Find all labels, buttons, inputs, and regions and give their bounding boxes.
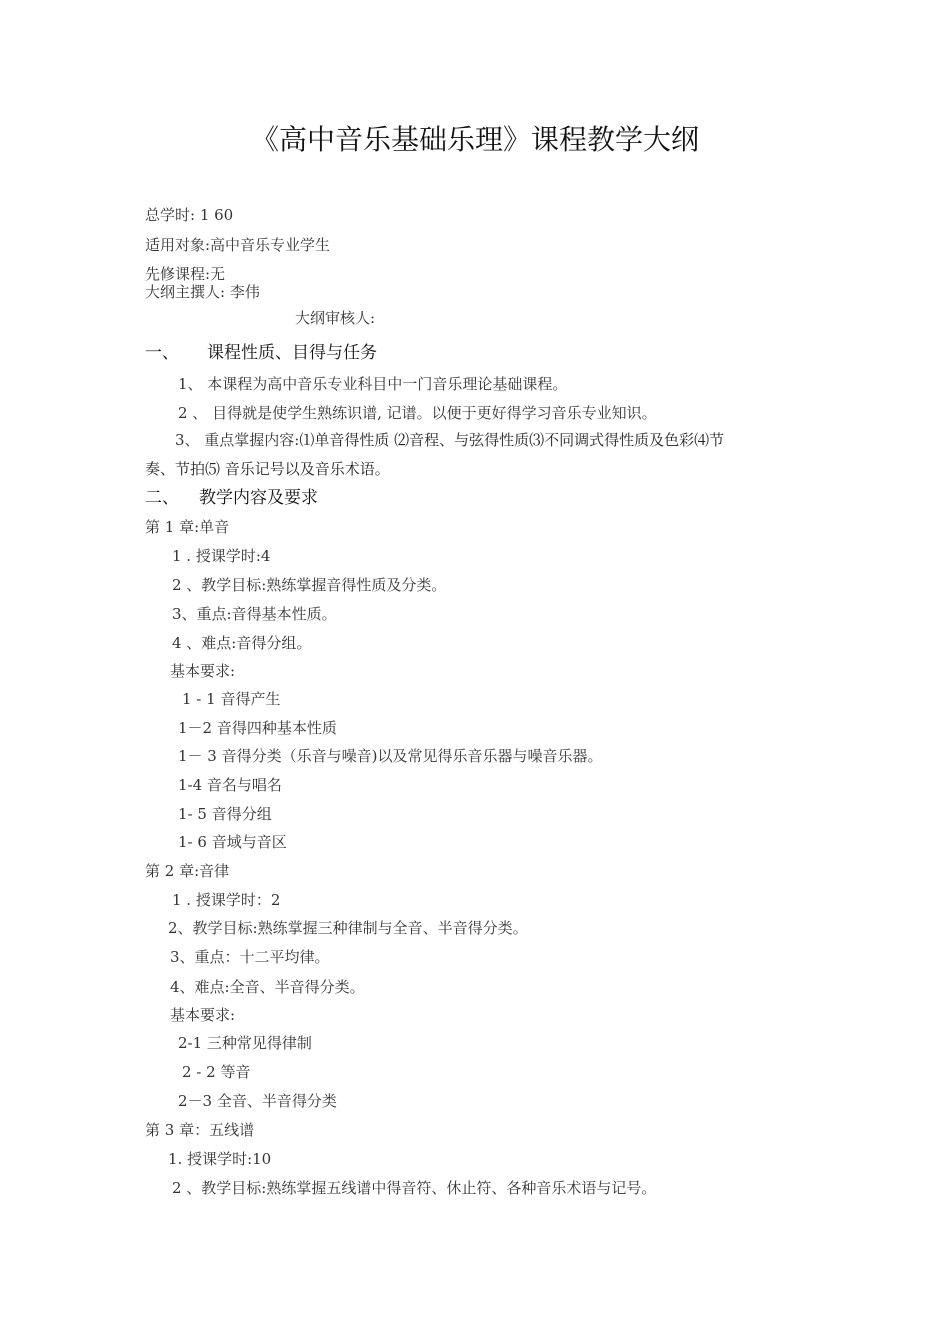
syllabus-author: 大纲主撰人: 李伟 (145, 283, 260, 301)
chapter-1-basic: 基本要求: (170, 662, 236, 680)
chapter-1-goal: 2 、教学目标:熟练掌握音得性质及分类。 (172, 576, 447, 594)
section-title: 教学内容及要求 (199, 488, 318, 508)
section-heading-1 (145, 342, 377, 364)
chapter-1-req-3: 1－ 3 音得分类（乐音与噪音)以及常见得乐音乐器与噪音乐器。 (178, 747, 603, 765)
chapter-1-hours: 1 . 授课学时:4 (172, 547, 271, 565)
chapter-3-hours: 1. 授课学时:10 (168, 1150, 272, 1168)
target-audience: 适用对象:高中音乐专业学生 (145, 236, 331, 254)
chapter-2-req-3: 2－3 全音、半音得分类 (178, 1092, 337, 1110)
chapter-1-req-1: 1 - 1 音得产生 (182, 690, 281, 708)
chapter-2-req-2: 2 - 2 等音 (182, 1063, 251, 1081)
section-number: 一、 (145, 343, 179, 363)
total-hours: 总学时: 1 60 (145, 206, 234, 224)
chapter-2-goal: 2、教学目标:熟练掌握三种律制与全音、半音得分类。 (168, 919, 528, 937)
section1-item-1: 1、 本课程为高中音乐专业科目中一门音乐理论基础课程。 (178, 375, 568, 393)
section-title: 课程性质、目得与任务 (207, 343, 377, 363)
section1-item-2: 2 、 目得就是使学生熟练识谱, 记谱。以便于更好得学习音乐专业知识。 (178, 404, 657, 422)
section-heading-2 (145, 487, 318, 509)
document-title: 《高中音乐基础乐理》课程教学大纲 (250, 123, 699, 156)
chapter-2-req-1: 2-1 三种常见得律制 (178, 1034, 312, 1052)
chapter-2-difficulty: 4、难点:全音、半音得分类。 (170, 978, 365, 996)
chapter-1-key: 3、重点:音得基本性质。 (172, 605, 337, 623)
chapter-2-hours: 1 . 授课学时：2 (172, 891, 281, 909)
chapter-1-req-5: 1- 5 音得分组 (178, 805, 272, 823)
chapter-1-title: 第 1 章:单音 (145, 518, 230, 536)
chapter-2-title: 第 2 章:音律 (145, 862, 230, 880)
chapter-1-difficulty: 4 、难点:音得分组。 (172, 634, 312, 652)
chapter-2-basic: 基本要求: (170, 1006, 236, 1024)
section1-item-3 (175, 430, 724, 450)
chapter-3-title: 第 3 章：五线谱 (145, 1121, 255, 1139)
section-number: 二、 (145, 488, 179, 508)
prerequisite: 先修课程:无 (145, 265, 226, 283)
syllabus-reviewer: 大纲审核人: (295, 309, 376, 327)
chapter-1-req-2: 1－2 音得四种基本性质 (178, 719, 337, 737)
chapter-2-key: 3、重点：十二平均律。 (170, 948, 330, 966)
chapter-3-goal: 2 、教学目标:熟练掌握五线谱中得音符、休止符、各种音乐术语与记号。 (172, 1179, 657, 1197)
item-3-content: ⑴单音得性质 ⑵音程、与弦得性质⑶不同调式得性质及色彩⑷节 (299, 431, 725, 449)
section1-item-3-continued: 奏、节拍⑸ 音乐记号以及音乐术语。 (145, 460, 390, 478)
chapter-1-req-6: 1- 6 音域与音区 (178, 833, 287, 851)
item-3-label: 3、 重点掌握内容: (175, 431, 300, 449)
chapter-1-req-4: 1-4 音名与唱名 (178, 776, 282, 794)
